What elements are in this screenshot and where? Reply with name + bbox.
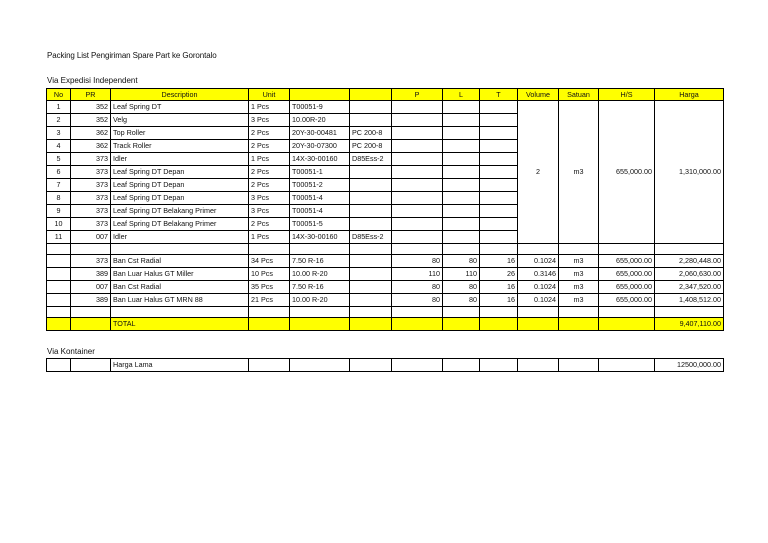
cell-satuan xyxy=(559,244,599,255)
cell-p xyxy=(392,179,443,192)
cell-model xyxy=(350,114,392,127)
cell-no xyxy=(47,281,71,294)
cell-unit: 2 Pcs xyxy=(249,140,290,153)
kontainer-row xyxy=(47,359,724,372)
cell-unit: 2 Pcs xyxy=(249,218,290,231)
cell-model xyxy=(350,281,392,294)
cell-l xyxy=(443,307,480,318)
cell-p: 80 xyxy=(392,255,443,268)
cell-p xyxy=(392,244,443,255)
cell-model xyxy=(350,218,392,231)
header-hs: H/S xyxy=(599,89,655,101)
cell-unit xyxy=(249,307,290,318)
cell-p xyxy=(392,218,443,231)
cell-volume: 2 xyxy=(518,101,559,244)
cell-no: 9 xyxy=(47,205,71,218)
cell-no xyxy=(47,307,71,318)
cell-l xyxy=(443,218,480,231)
cell-desc: Idler xyxy=(111,231,249,244)
cell-t xyxy=(480,231,518,244)
cell-model xyxy=(350,192,392,205)
cell-volume xyxy=(518,307,559,318)
cell-model xyxy=(350,101,392,114)
cell-desc: Velg xyxy=(111,114,249,127)
cell-hs xyxy=(599,307,655,318)
cell-pr: 389 xyxy=(71,294,111,307)
cell-harga: 2,060,630.00 xyxy=(655,268,724,281)
cell-no: 10 xyxy=(47,218,71,231)
cell-unit: 3 Pcs xyxy=(249,192,290,205)
table-row xyxy=(47,294,724,307)
cell-pr: 007 xyxy=(71,281,111,294)
cell-t: 16 xyxy=(480,255,518,268)
cell-hs xyxy=(599,244,655,255)
cell-unit: 10 Pcs xyxy=(249,268,290,281)
cell-t xyxy=(480,218,518,231)
cell-pr: 373 xyxy=(71,255,111,268)
blank-row xyxy=(47,244,724,255)
header-p: P xyxy=(392,89,443,101)
header-no: No xyxy=(47,89,71,101)
cell-volume xyxy=(518,244,559,255)
cell-no xyxy=(47,268,71,281)
cell-code: 7.50 R-16 xyxy=(290,255,350,268)
cell-no xyxy=(47,359,71,372)
cell-l: 80 xyxy=(443,294,480,307)
cell-p xyxy=(392,114,443,127)
cell-pr: 373 xyxy=(71,166,111,179)
cell-model xyxy=(350,255,392,268)
table-row xyxy=(47,255,724,268)
header-row xyxy=(47,89,724,101)
cell-t xyxy=(480,318,518,331)
cell-volume: 0.3146 xyxy=(518,268,559,281)
cell-code: 20Y-30-07300 xyxy=(290,140,350,153)
cell-pr: 373 xyxy=(71,205,111,218)
cell-t xyxy=(480,127,518,140)
cell-l xyxy=(443,166,480,179)
cell-l xyxy=(443,359,480,372)
cell-code: 10.00 R-20 xyxy=(290,294,350,307)
cell-satuan: m3 xyxy=(559,294,599,307)
cell-hs xyxy=(599,359,655,372)
cell-p: 80 xyxy=(392,281,443,294)
cell-t xyxy=(480,192,518,205)
header-harga: Harga xyxy=(655,89,724,101)
cell-code: 20Y-30-00481 xyxy=(290,127,350,140)
cell-code xyxy=(290,307,350,318)
cell-l xyxy=(443,114,480,127)
cell-no: 2 xyxy=(47,114,71,127)
cell-volume xyxy=(518,359,559,372)
cell-model xyxy=(350,244,392,255)
cell-p xyxy=(392,101,443,114)
cell-desc: Harga Lama xyxy=(111,359,249,372)
kontainer-table xyxy=(46,358,724,372)
cell-pr xyxy=(71,359,111,372)
cell-no: 11 xyxy=(47,231,71,244)
cell-volume: 0.1024 xyxy=(518,255,559,268)
cell-model: D85Ess-2 xyxy=(350,231,392,244)
cell-no: 8 xyxy=(47,192,71,205)
cell-harga: 2,280,448.00 xyxy=(655,255,724,268)
cell-pr xyxy=(71,307,111,318)
cell-model xyxy=(350,166,392,179)
cell-model xyxy=(350,205,392,218)
cell-code xyxy=(290,359,350,372)
total-label: TOTAL xyxy=(111,318,249,331)
cell-t xyxy=(480,153,518,166)
cell-model xyxy=(350,307,392,318)
cell-code: T00051-9 xyxy=(290,101,350,114)
cell-l xyxy=(443,244,480,255)
cell-pr: 362 xyxy=(71,140,111,153)
cell-t xyxy=(480,101,518,114)
cell-desc: Leaf Spring DT Belakang Primer xyxy=(111,205,249,218)
cell-satuan: m3 xyxy=(559,255,599,268)
cell-desc: Ban Luar Halus GT Miller xyxy=(111,268,249,281)
cell-no: 6 xyxy=(47,166,71,179)
table-row xyxy=(47,268,724,281)
cell-l xyxy=(443,140,480,153)
header-code xyxy=(290,89,350,101)
cell-no: 7 xyxy=(47,179,71,192)
cell-hs: 655,000.00 xyxy=(599,294,655,307)
cell-satuan xyxy=(559,359,599,372)
cell-harga xyxy=(655,307,724,318)
cell-l: 80 xyxy=(443,255,480,268)
cell-code: T00051-4 xyxy=(290,192,350,205)
header-satuan: Satuan xyxy=(559,89,599,101)
cell-harga: 12500,000.00 xyxy=(655,359,724,372)
cell-t: 26 xyxy=(480,268,518,281)
header-volume: Volume xyxy=(518,89,559,101)
cell-desc: Ban Cst Radial xyxy=(111,255,249,268)
cell-l xyxy=(443,205,480,218)
cell-l xyxy=(443,318,480,331)
cell-t xyxy=(480,244,518,255)
cell-code: T00051-1 xyxy=(290,166,350,179)
cell-no xyxy=(47,294,71,307)
total-row xyxy=(47,318,724,331)
cell-l xyxy=(443,179,480,192)
packing-table xyxy=(46,88,724,331)
cell-no: 3 xyxy=(47,127,71,140)
cell-hs: 655,000.00 xyxy=(599,101,655,244)
cell-t xyxy=(480,307,518,318)
cell-unit: 1 Pcs xyxy=(249,231,290,244)
cell-unit: 2 Pcs xyxy=(249,166,290,179)
cell-pr: 373 xyxy=(71,218,111,231)
cell-l xyxy=(443,231,480,244)
cell-p xyxy=(392,140,443,153)
cell-unit xyxy=(249,244,290,255)
cell-harga: 2,347,520.00 xyxy=(655,281,724,294)
cell-pr: 362 xyxy=(71,127,111,140)
page-title: Packing List Pengiriman Spare Part ke Gorontalo xyxy=(47,51,217,60)
cell-unit: 1 Pcs xyxy=(249,101,290,114)
cell-pr: 007 xyxy=(71,231,111,244)
cell-unit: 35 Pcs xyxy=(249,281,290,294)
header-unit: Unit xyxy=(249,89,290,101)
cell-harga: 1,310,000.00 xyxy=(655,101,724,244)
cell-desc: Leaf Spring DT Depan xyxy=(111,166,249,179)
cell-p xyxy=(392,153,443,166)
cell-model xyxy=(350,294,392,307)
cell-model: PC 200-8 xyxy=(350,140,392,153)
cell-unit: 2 Pcs xyxy=(249,127,290,140)
cell-model xyxy=(350,268,392,281)
cell-pr: 352 xyxy=(71,114,111,127)
cell-desc xyxy=(111,307,249,318)
cell-hs: 655,000.00 xyxy=(599,255,655,268)
cell-t xyxy=(480,140,518,153)
blank-row xyxy=(47,307,724,318)
cell-no xyxy=(47,244,71,255)
header-model xyxy=(350,89,392,101)
cell-model xyxy=(350,318,392,331)
cell-code: T00051-4 xyxy=(290,205,350,218)
cell-volume: 0.1024 xyxy=(518,281,559,294)
cell-satuan: m3 xyxy=(559,268,599,281)
cell-hs xyxy=(599,318,655,331)
cell-no: 1 xyxy=(47,101,71,114)
cell-code: 10.00 R-20 xyxy=(290,268,350,281)
cell-unit: 1 Pcs xyxy=(249,153,290,166)
cell-hs: 655,000.00 xyxy=(599,281,655,294)
cell-code: T00051-5 xyxy=(290,218,350,231)
header-t: T xyxy=(480,89,518,101)
cell-model xyxy=(350,359,392,372)
cell-volume: 0.1024 xyxy=(518,294,559,307)
cell-desc: Idler xyxy=(111,153,249,166)
cell-code xyxy=(290,318,350,331)
cell-no: 5 xyxy=(47,153,71,166)
cell-unit xyxy=(249,318,290,331)
cell-model: D85Ess-2 xyxy=(350,153,392,166)
cell-t: 16 xyxy=(480,281,518,294)
cell-desc: Leaf Spring DT Depan xyxy=(111,179,249,192)
cell-no xyxy=(47,255,71,268)
cell-pr: 352 xyxy=(71,101,111,114)
cell-desc: Ban Luar Halus GT MRN 88 xyxy=(111,294,249,307)
cell-pr xyxy=(71,318,111,331)
cell-l xyxy=(443,153,480,166)
table-row xyxy=(47,101,724,114)
cell-l xyxy=(443,127,480,140)
table-row xyxy=(47,281,724,294)
cell-unit xyxy=(249,359,290,372)
cell-satuan xyxy=(559,307,599,318)
cell-pr: 373 xyxy=(71,192,111,205)
cell-model xyxy=(350,179,392,192)
cell-pr: 389 xyxy=(71,268,111,281)
cell-satuan xyxy=(559,318,599,331)
cell-t: 16 xyxy=(480,294,518,307)
cell-satuan: m3 xyxy=(559,101,599,244)
cell-harga: 1,408,512.00 xyxy=(655,294,724,307)
cell-p: 110 xyxy=(392,268,443,281)
cell-p xyxy=(392,231,443,244)
cell-unit: 34 Pcs xyxy=(249,255,290,268)
cell-desc: Top Roller xyxy=(111,127,249,140)
cell-desc: Track Roller xyxy=(111,140,249,153)
cell-pr xyxy=(71,244,111,255)
cell-desc: Leaf Spring DT Belakang Primer xyxy=(111,218,249,231)
cell-l: 80 xyxy=(443,281,480,294)
total-harga: 9,407,110.00 xyxy=(655,318,724,331)
cell-code: T00051-2 xyxy=(290,179,350,192)
cell-model: PC 200-8 xyxy=(350,127,392,140)
cell-satuan: m3 xyxy=(559,281,599,294)
cell-unit: 3 Pcs xyxy=(249,114,290,127)
section-heading-kontainer: Via Kontainer xyxy=(47,347,95,356)
cell-p xyxy=(392,192,443,205)
header-pr: PR xyxy=(71,89,111,101)
cell-l: 110 xyxy=(443,268,480,281)
cell-unit: 3 Pcs xyxy=(249,205,290,218)
cell-l xyxy=(443,101,480,114)
cell-code xyxy=(290,244,350,255)
cell-p xyxy=(392,307,443,318)
section-heading-expedisi: Via Expedisi Independent xyxy=(47,76,138,85)
cell-p xyxy=(392,127,443,140)
cell-p xyxy=(392,205,443,218)
cell-p xyxy=(392,359,443,372)
cell-code: 14X-30-00160 xyxy=(290,153,350,166)
cell-t xyxy=(480,114,518,127)
cell-t xyxy=(480,179,518,192)
cell-code: 14X-30-00160 xyxy=(290,231,350,244)
cell-pr: 373 xyxy=(71,179,111,192)
cell-no xyxy=(47,318,71,331)
cell-no: 4 xyxy=(47,140,71,153)
cell-hs: 655,000.00 xyxy=(599,268,655,281)
cell-desc xyxy=(111,244,249,255)
cell-unit: 2 Pcs xyxy=(249,179,290,192)
cell-p xyxy=(392,318,443,331)
cell-volume xyxy=(518,318,559,331)
cell-code: 10.00R-20 xyxy=(290,114,350,127)
cell-desc: Leaf Spring DT Depan xyxy=(111,192,249,205)
cell-harga xyxy=(655,244,724,255)
cell-l xyxy=(443,192,480,205)
cell-p: 80 xyxy=(392,294,443,307)
cell-pr: 373 xyxy=(71,153,111,166)
header-desc: Description xyxy=(111,89,249,101)
cell-t xyxy=(480,166,518,179)
cell-t xyxy=(480,205,518,218)
cell-code: 7.50 R-16 xyxy=(290,281,350,294)
cell-unit: 21 Pcs xyxy=(249,294,290,307)
cell-t xyxy=(480,359,518,372)
cell-p xyxy=(392,166,443,179)
cell-desc: Ban Cst Radial xyxy=(111,281,249,294)
cell-desc: Leaf Spring DT xyxy=(111,101,249,114)
header-l: L xyxy=(443,89,480,101)
